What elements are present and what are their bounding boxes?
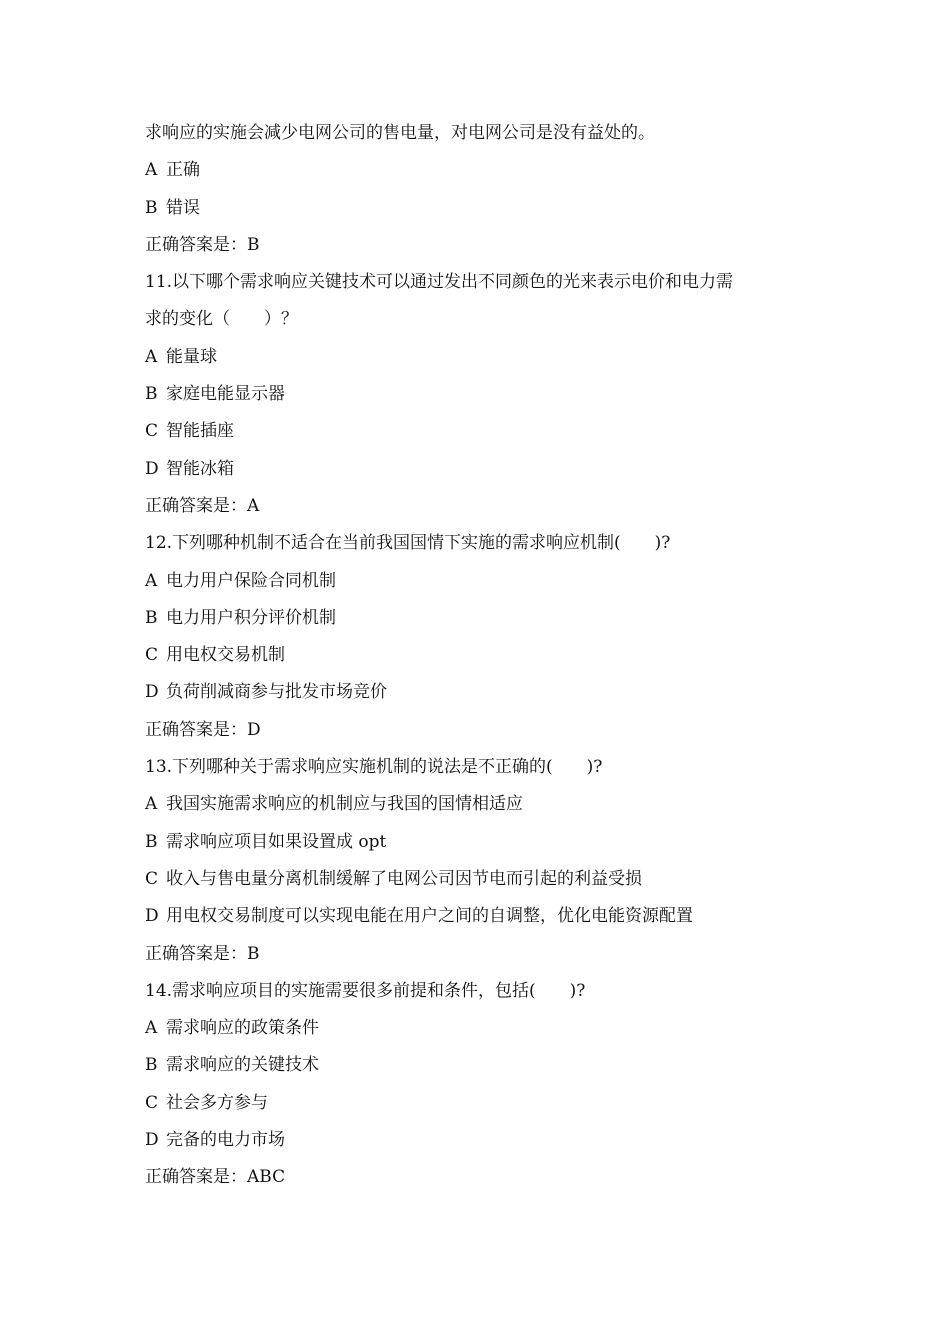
option-c [145, 861, 825, 898]
answer-line: 正确答案是：ABC [145, 1167, 286, 1188]
option-c [145, 1085, 825, 1122]
option-a [145, 563, 825, 600]
question-text: 求响应的实施会减少电网公司的售电量，对电网公司是没有益处的。 [145, 123, 655, 143]
answer-line: 正确答案是：B [145, 943, 260, 964]
option-a [145, 339, 825, 376]
answer-line: 正确答案是：D [145, 719, 261, 740]
option-letter: C [145, 868, 159, 889]
option-text: 电力用户保险合同机制 [166, 570, 336, 591]
question-11-text: 11.以下哪个需求响应关键技术可以通过发出不同颜色的光来表示电价和电力需 [145, 272, 734, 293]
option-text: 用电权交易制度可以实现电能在用户之间的自调整，优化电能资源配置 [166, 906, 693, 927]
option-letter: C [145, 421, 159, 442]
option-text: 智能冰箱 [166, 458, 234, 479]
option-text: 智能插座 [166, 421, 234, 442]
option-letter: D [145, 682, 159, 703]
option-text: 能量球 [166, 346, 217, 367]
option-letter: A [145, 1018, 158, 1039]
option-text: 正确 [166, 160, 200, 181]
option-d [145, 1122, 825, 1159]
option-b [145, 190, 825, 227]
option-d [145, 898, 825, 935]
option-letter: C [145, 645, 159, 666]
option-letter: A [145, 346, 158, 367]
option-d [145, 674, 825, 711]
option-a [145, 786, 825, 823]
option-letter: D [145, 1130, 159, 1151]
option-d [145, 451, 825, 488]
option-letter: A [145, 794, 158, 815]
option-text: 需求响应的关键技术 [166, 1055, 319, 1076]
option-c [145, 637, 825, 674]
option-text: 用电权交易机制 [166, 645, 285, 666]
option-text: 需求响应的政策条件 [166, 1018, 319, 1039]
option-text: 家庭电能显示器 [166, 384, 285, 405]
option-text: 我国实施需求响应的机制应与我国的国情相适应 [166, 794, 523, 815]
option-letter: B [145, 1055, 158, 1076]
option-letter: C [145, 1092, 159, 1113]
question-14-text: 14.需求响应项目的实施需要很多前提和条件，包括( )? [145, 980, 586, 1001]
option-a [145, 152, 825, 189]
answer-line: 正确答案是：B [145, 234, 260, 255]
option-b [145, 600, 825, 637]
option-letter: D [145, 458, 159, 479]
option-letter: A [145, 570, 158, 591]
option-letter: B [145, 197, 158, 218]
option-letter: B [145, 831, 158, 852]
question-11-text-cont: 求的变化（ ）？ [145, 309, 298, 330]
option-text: 收入与售电量分离机制缓解了电网公司因节电而引起的利益受损 [166, 868, 642, 889]
option-letter: A [145, 160, 158, 181]
option-letter: B [145, 607, 158, 628]
option-b [145, 376, 825, 413]
option-letter: B [145, 384, 158, 405]
option-letter: D [145, 906, 159, 927]
question-12-text: 12.下列哪种机制不适合在当前我国国情下实施的需求响应机制( )? [145, 533, 671, 554]
option-a [145, 1010, 825, 1047]
option-b [145, 824, 825, 861]
option-text: 负荷削减商参与批发市场竞价 [166, 682, 387, 703]
option-text: 电力用户积分评价机制 [166, 607, 336, 628]
option-text: 错误 [166, 197, 200, 218]
option-b [145, 1047, 825, 1084]
document-content [145, 115, 825, 1197]
question-13-text: 13.下列哪种关于需求响应实施机制的说法是不正确的( )? [145, 757, 603, 778]
option-text: 完备的电力市场 [166, 1130, 285, 1151]
option-text: 社会多方参与 [166, 1092, 268, 1113]
option-c [145, 413, 825, 450]
answer-line: 正确答案是：A [145, 495, 260, 516]
option-text: 需求响应项目如果设置成 opt [166, 831, 387, 852]
